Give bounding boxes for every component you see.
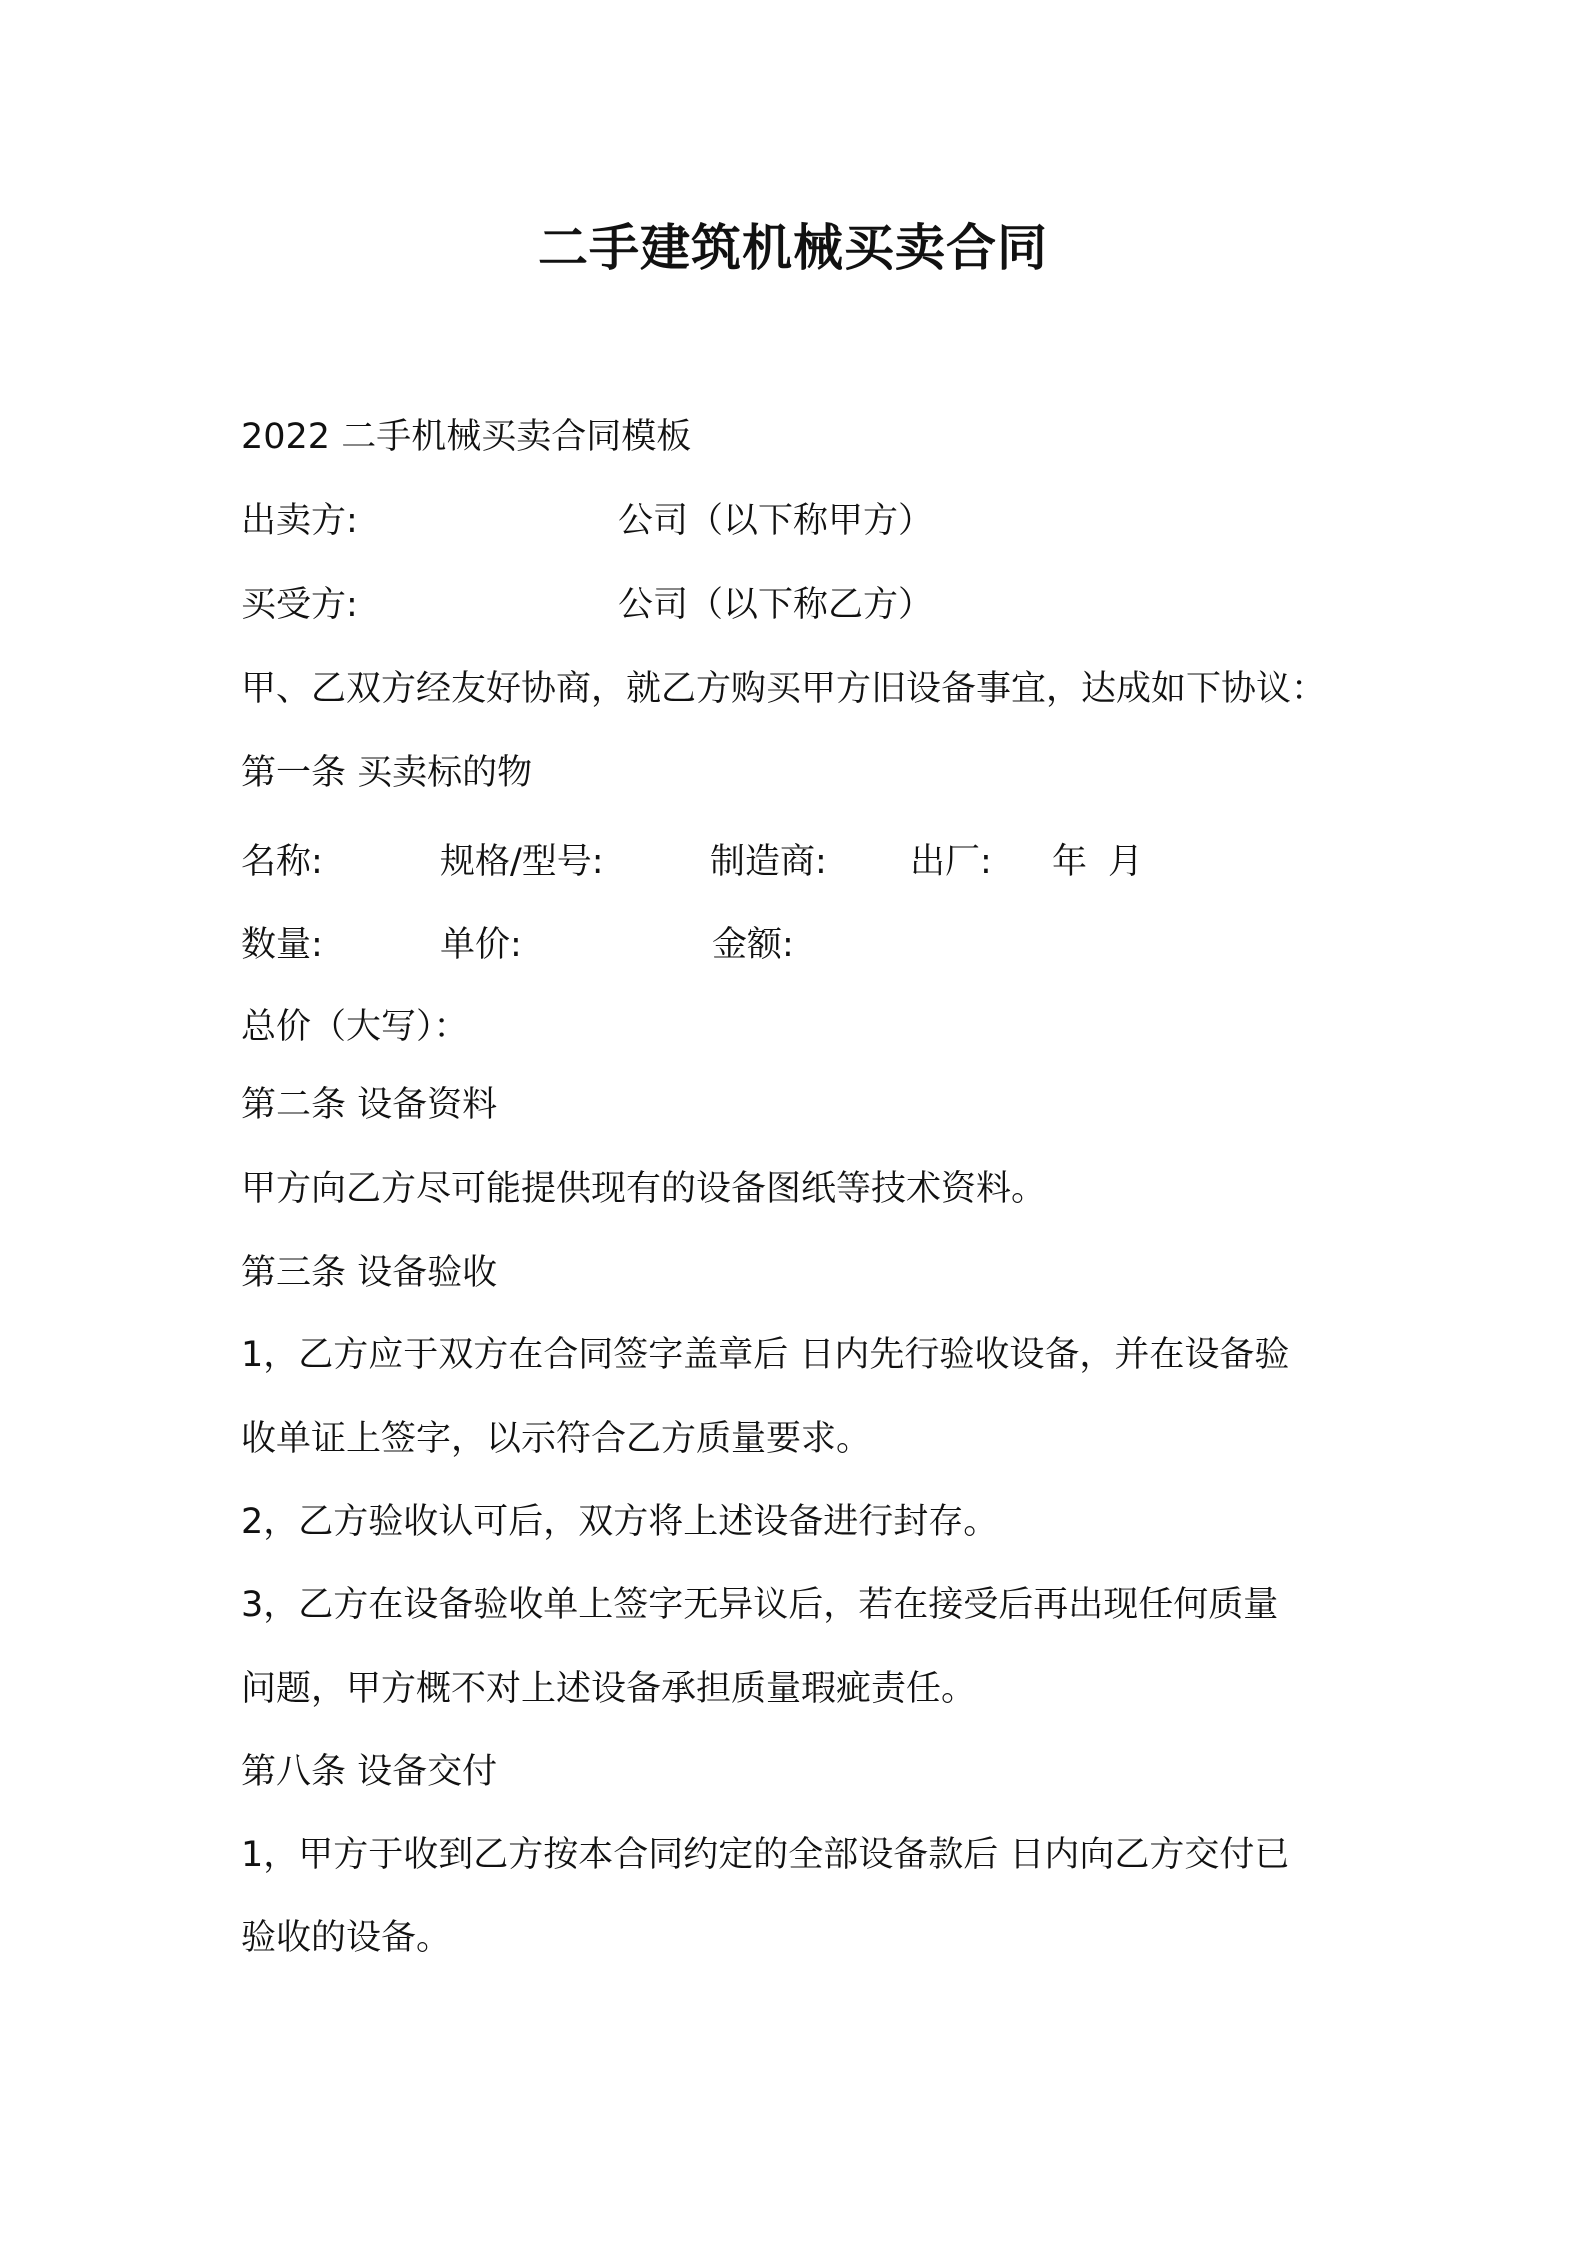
amount-label: 金额: bbox=[712, 925, 794, 965]
article3-item1-line1: 1，乙方应于双方在合同签字盖章后 日内先行验收设备，并在设备验 bbox=[241, 1335, 1290, 1375]
article8-item1-line1: 1，甲方于收到乙方按本合同约定的全部设备款后 日内向乙方交付已 bbox=[241, 1835, 1290, 1875]
seller-label: 出卖方: bbox=[241, 501, 358, 541]
article3-item1-line2: 收单证上签字，以示符合乙方质量要求。 bbox=[241, 1419, 872, 1459]
maker-label: 制造商: bbox=[710, 842, 827, 882]
document-subtitle: 2022 二手机械买卖合同模板 bbox=[241, 417, 692, 457]
article8-item1-line2: 验收的设备。 bbox=[241, 1918, 452, 1958]
article3-item2: 2，乙方验收认可后，双方将上述设备进行封存。 bbox=[241, 1502, 999, 1542]
buyer-label: 买受方: bbox=[241, 585, 358, 625]
article3-heading: 第三条 设备验收 bbox=[241, 1253, 498, 1293]
intro-paragraph: 甲、乙双方经友好协商，就乙方购买甲方旧设备事宜，达成如下协议： bbox=[241, 669, 1327, 709]
document-title: 二手建筑机械买卖合同 bbox=[538, 219, 1048, 277]
name-label: 名称: bbox=[241, 842, 323, 882]
article2-heading: 第二条 设备资料 bbox=[241, 1085, 498, 1125]
article2-body: 甲方向乙方尽可能提供现有的设备图纸等技术资料。 bbox=[241, 1169, 1047, 1209]
total-price-label: 总价（大写）： bbox=[241, 1007, 469, 1047]
article3-item3-line2: 问题，甲方概不对上述设备承担质量瑕疵责任。 bbox=[241, 1669, 977, 1709]
unit-price-label: 单价: bbox=[440, 925, 522, 965]
year-label: 年 bbox=[1052, 842, 1088, 882]
buyer-value: 公司（以下称乙方） bbox=[618, 585, 934, 625]
article3-item3-line1: 3，乙方在设备验收单上签字无异议后，若在接受后再出现任何质量 bbox=[241, 1585, 1279, 1625]
quantity-label: 数量: bbox=[241, 925, 323, 965]
article8-heading: 第八条 设备交付 bbox=[241, 1752, 498, 1792]
month-label: 月 bbox=[1108, 842, 1144, 882]
seller-value: 公司（以下称甲方） bbox=[618, 501, 934, 541]
factory-label: 出厂: bbox=[910, 842, 992, 882]
spec-label: 规格/型号: bbox=[440, 842, 604, 882]
article1-heading: 第一条 买卖标的物 bbox=[241, 753, 533, 793]
